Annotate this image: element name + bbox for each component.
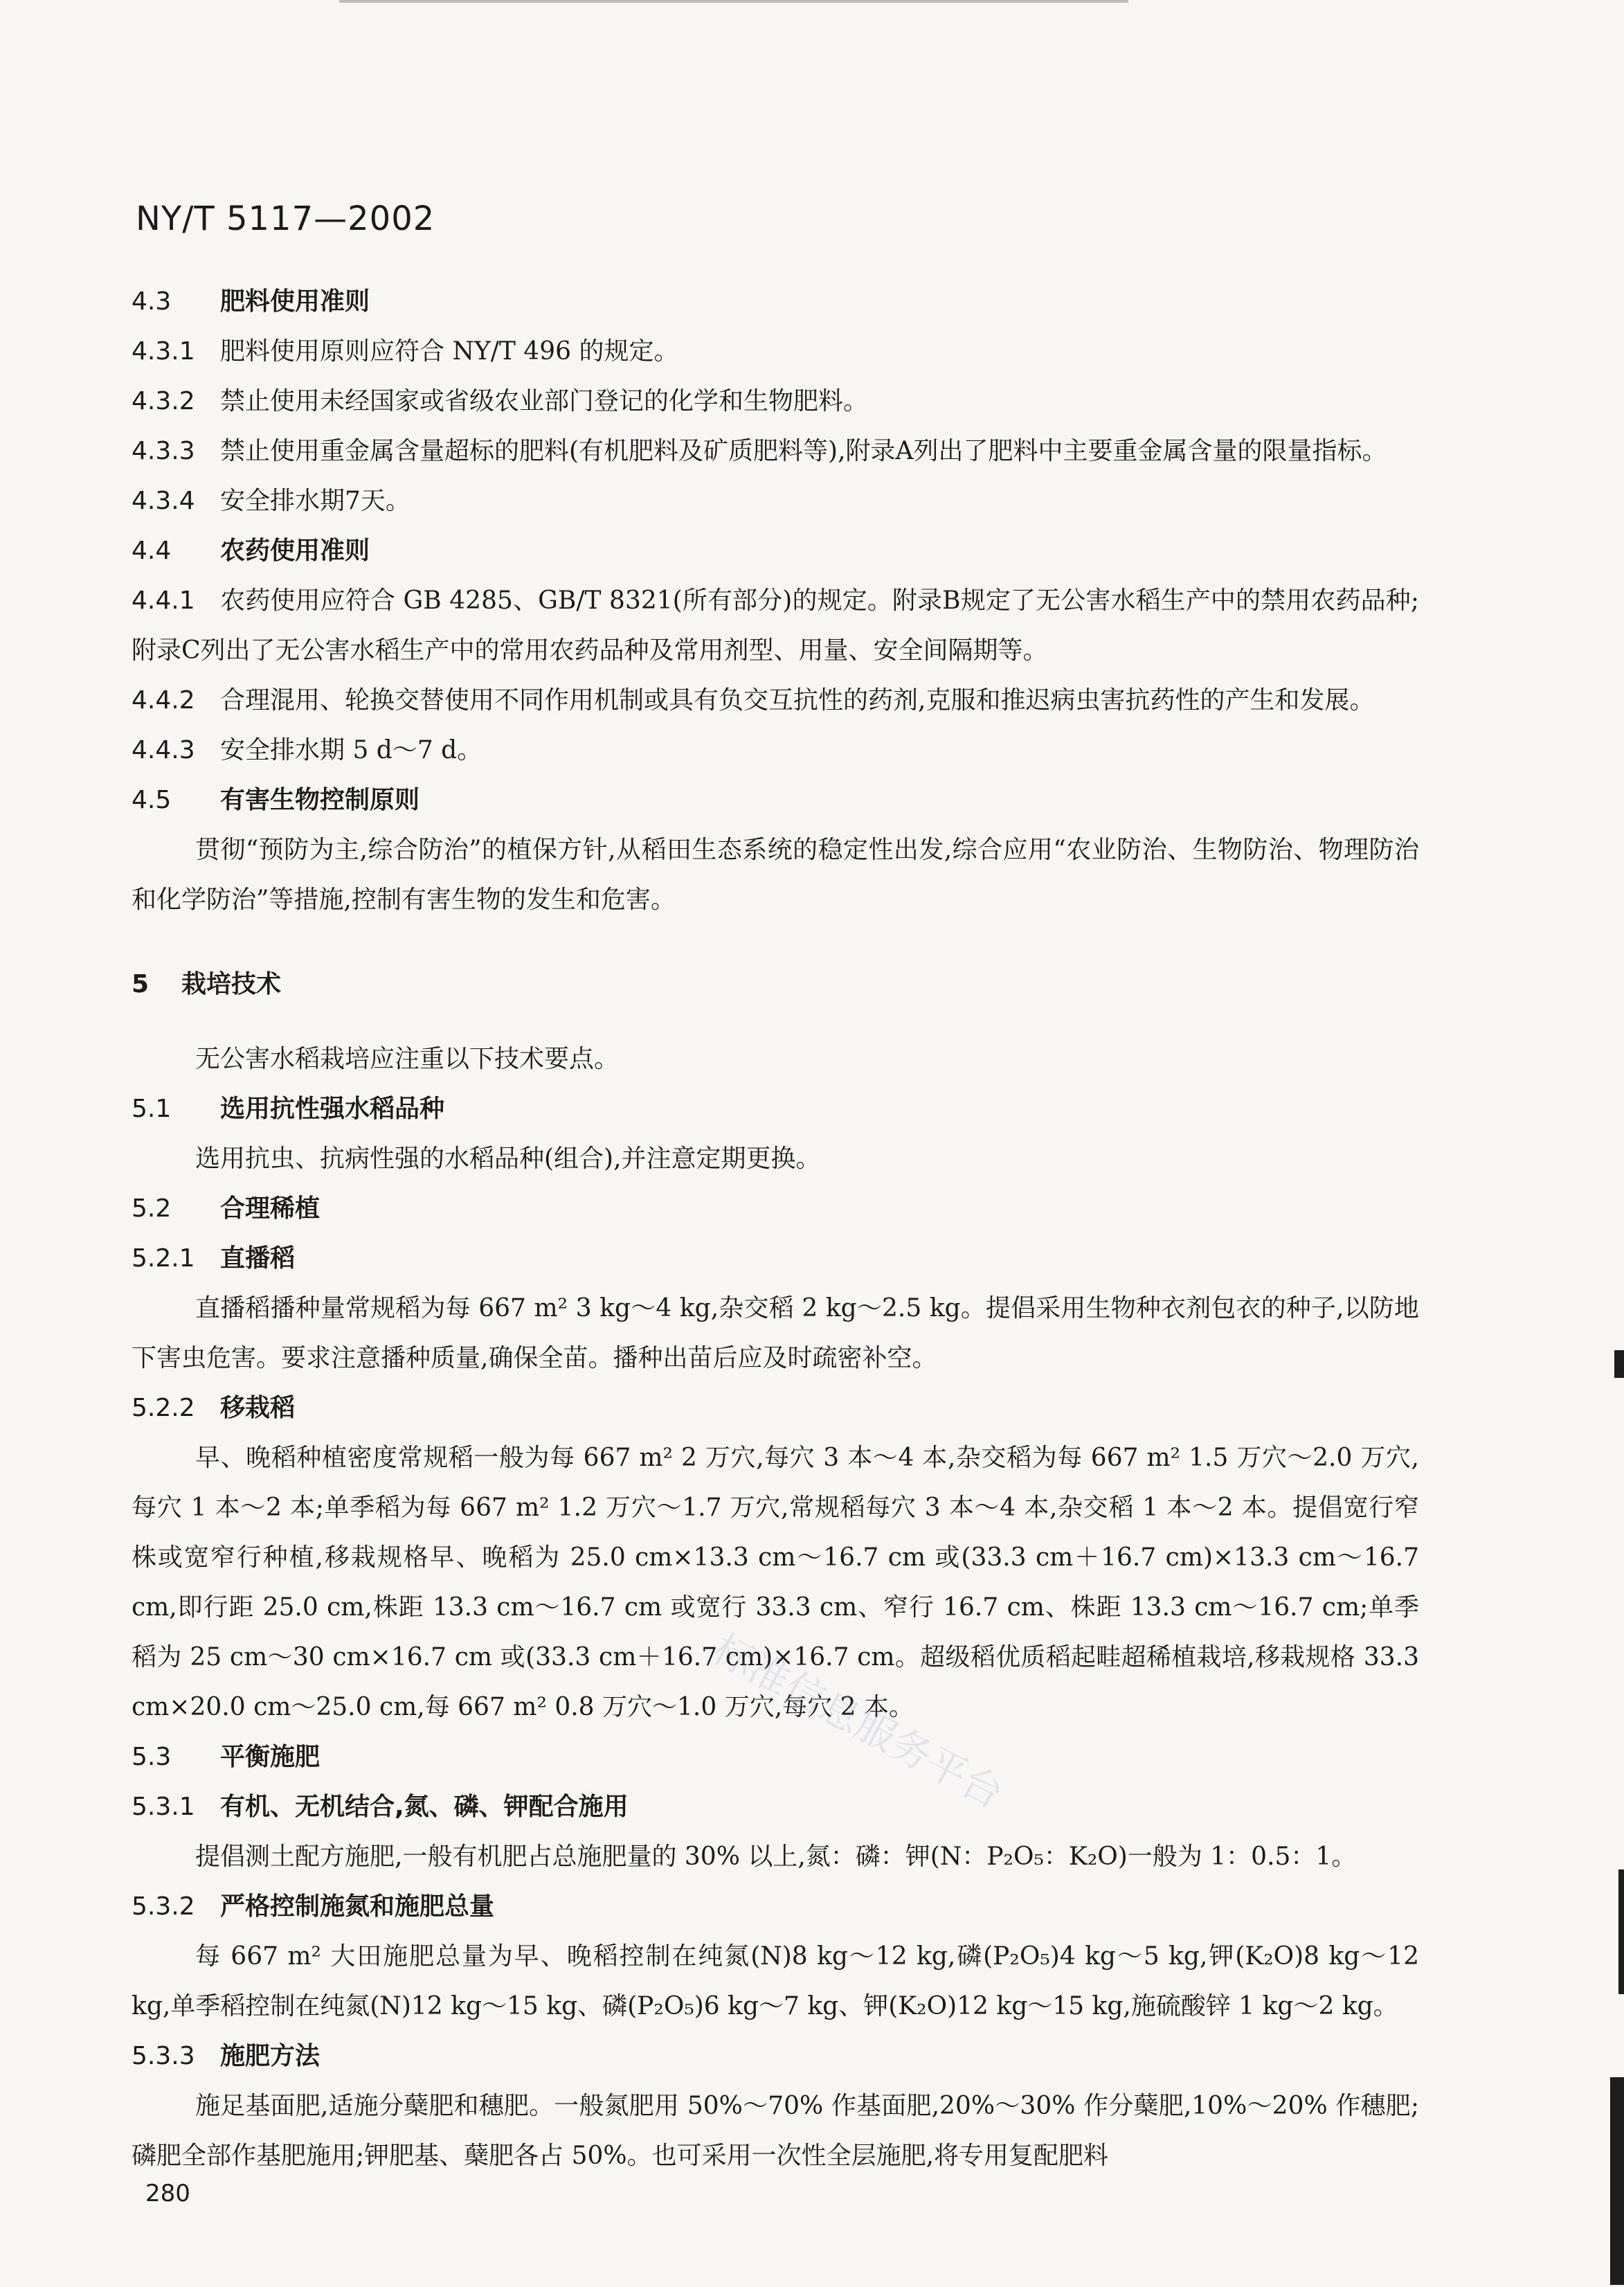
clause-number: 4.4.1: [132, 586, 195, 615]
clause-number: 4.3.1: [132, 337, 195, 366]
section-title: 施肥方法: [220, 2042, 321, 2070]
clause-4-3-2: [132, 377, 1419, 427]
section-number: 5.2: [132, 1194, 172, 1223]
clause-4-3-3: [132, 427, 1419, 476]
section-title: 严格控制施氮和施肥总量: [220, 1892, 495, 1921]
clause-4-4-1: [132, 576, 1419, 676]
top-scan-line: [339, 0, 1128, 3]
section-title: 平衡施肥: [220, 1743, 321, 1771]
watermark-text: 标准信息服务平台: [705, 1625, 1011, 1818]
clause-4-4-2: [132, 676, 1419, 726]
clause-text: 合理混用、轮换交替使用不同作用机制或具有负交互抗性的药剂,克服和推迟病虫害抗药性的产生和发展。: [220, 686, 1375, 715]
clause-text: 安全排水期7天。: [220, 487, 410, 515]
section-title: 农药使用准则: [220, 537, 370, 565]
standard-code-header: NY/T 5117—2002: [136, 199, 435, 238]
clause-text: 安全排水期 5 d～7 d。: [220, 736, 482, 764]
page-number: 280: [145, 2180, 190, 2207]
document-body: [132, 277, 1419, 2181]
paragraph-5-1: 选用抗虫、抗病性强的水稻品种(组合),并注意定期更换。: [195, 1145, 821, 1173]
section-number: 5.3: [132, 1743, 172, 1771]
section-title: 选用抗性强水稻品种: [220, 1095, 445, 1123]
chapter-number: 5: [132, 970, 150, 998]
section-title: 移栽稻: [220, 1394, 296, 1422]
section-5-1-heading: [132, 1084, 1419, 1134]
section-number: 5.3.2: [132, 1892, 195, 1921]
section-4-3-heading: [132, 277, 1419, 327]
clause-number: 4.4.3: [132, 736, 195, 764]
section-4-5-heading: [132, 775, 1419, 825]
scan-edge-mark: [1618, 1869, 1624, 1994]
section-5-3-2-heading: [132, 1882, 1419, 1932]
section-number: 5.3.3: [132, 2042, 195, 2070]
paragraph-5-2-2: 早、晚稻种植密度常规稻一般为每 667 m² 2 万穴,每穴 3 本～4 本,杂交稻为每 667 m² 1.5 万穴～2.0 万穴,每穴 1 本～2 本;单季稻为每 667 m² 1.2 万穴～1.7 万穴,常规稻每穴 3 本～4 本,杂交稻 1 本～2 本。提倡宽行窄株或宽窄行种植,移栽规格早、晚稻为 25.0 cm×13.3 cm～16.7 cm 或(33.3 cm＋16.7 cm)×13.3 cm～16.7 cm,即行距 25.0 cm,株距 13.3 cm～16.7 cm 或宽行 33.3 cm、窄行 16.7 cm、株距 13.3 cm～16.7 cm;单季稻为 25 cm～30 cm×16.7 cm 或(33.3 cm＋16.7 cm)×16.7 cm。超级稻优质稻起畦超稀植栽培,移栽规格 33.3 cm×20.0 cm～25.0 cm,每 667 m² 0.8 万穴～1.0 万穴,每穴 2 本。: [132, 1444, 1419, 1721]
scan-edge-mark: [1610, 2077, 1624, 2285]
paragraph-5-intro: 无公害水稻栽培应注重以下技术要点。: [195, 1045, 620, 1073]
paragraph-4-5: 贯彻“预防为主,综合防治”的植保方针,从稻田生态系统的稳定性出发,综合应用“农业防治、生物防治、物理防治和化学防治”等措施,控制有害生物的发生和危害。: [132, 836, 1419, 914]
scan-edge-mark: [1614, 1350, 1624, 1378]
clause-text: 农药使用应符合 GB 4285、GB/T 8321(所有部分)的规定。附录B规定了无公害水稻生产中的禁用农药品种;附录C列出了无公害水稻生产中的常用农药品种及常用剂型、用量、安全间隔期等。: [132, 586, 1419, 665]
section-5-2-1-heading: [132, 1234, 1419, 1284]
clause-number: 4.3.2: [132, 387, 195, 415]
clause-text: 肥料使用原则应符合 NY/T 496 的规定。: [220, 337, 679, 366]
paragraph-5-3-3: 施足基面肥,适施分蘖肥和穗肥。一般氮肥用 50%～70% 作基面肥,20%～30% 作分蘖肥,10%～20% 作穗肥;磷肥全部作基肥施用;钾肥基、蘖肥各占 50%。也可采用一次性全层施肥,将专用复配肥料: [132, 2092, 1419, 2170]
section-number: 5.1: [132, 1095, 172, 1123]
chapter-title: 栽培技术: [181, 970, 282, 998]
spacer: [132, 1010, 1419, 1034]
section-5-2-heading: [132, 1184, 1419, 1234]
section-title: 合理稀植: [220, 1194, 321, 1223]
paragraph-5-3-1: 提倡测土配方施肥,一般有机肥占总施肥量的 30% 以上,氮：磷：钾(N：P₂O₅：K₂O)一般为 1：0.5：1。: [195, 1842, 1357, 1871]
section-number: 5.2.1: [132, 1244, 195, 1273]
section-title: 肥料使用准则: [220, 287, 370, 316]
clause-number: 4.4.2: [132, 686, 195, 715]
clause-4-3-1: [132, 327, 1419, 377]
section-4-4-heading: [132, 526, 1419, 576]
section-title: 有机、无机结合,氮、磷、钾配合施用: [220, 1793, 629, 1821]
section-title: 有害生物控制原则: [220, 786, 420, 814]
section-5-3-heading: [132, 1732, 1419, 1782]
chapter-5-heading: [132, 960, 1419, 1010]
paragraph-5-3-2: 每 667 m² 大田施肥总量为早、晚稻控制在纯氮(N)8 kg～12 kg,磷(P₂O₅)4 kg～5 kg,钾(K₂O)8 kg～12 kg,单季稻控制在纯氮(N)12 kg～15 kg、磷(P₂O₅)6 kg～7 kg、钾(K₂O)12 kg～15 kg,施硫酸锌 1 kg～2 kg。: [132, 1942, 1419, 2020]
section-number: 4.4: [132, 537, 172, 565]
section-5-2-2-heading: [132, 1383, 1419, 1433]
spacer: [132, 925, 1419, 950]
section-5-3-1-heading: [132, 1782, 1419, 1832]
section-5-3-3-heading: [132, 2032, 1419, 2081]
section-number: 5.2.2: [132, 1394, 195, 1422]
clause-number: 4.3.4: [132, 487, 195, 515]
clause-text: 禁止使用未经国家或省级农业部门登记的化学和生物肥料。: [220, 387, 869, 415]
clause-4-3-4: [132, 476, 1419, 526]
clause-4-4-3: [132, 726, 1419, 775]
section-number: 4.3: [132, 287, 172, 316]
section-number: 5.3.1: [132, 1793, 195, 1821]
section-title: 直播稻: [220, 1244, 296, 1273]
clause-text: 禁止使用重金属含量超标的肥料(有机肥料及矿质肥料等),附录A列出了肥料中主要重金属含量的限量指标。: [220, 437, 1387, 465]
section-number: 4.5: [132, 786, 172, 814]
clause-number: 4.3.3: [132, 437, 195, 465]
paragraph-5-2-1: 直播稻播种量常规稻为每 667 m² 3 kg～4 kg,杂交稻 2 kg～2.5 kg。提倡采用生物种衣剂包衣的种子,以防地下害虫危害。要求注意播种质量,确保全苗。播种出苗后应及时疏密补空。: [132, 1294, 1419, 1372]
